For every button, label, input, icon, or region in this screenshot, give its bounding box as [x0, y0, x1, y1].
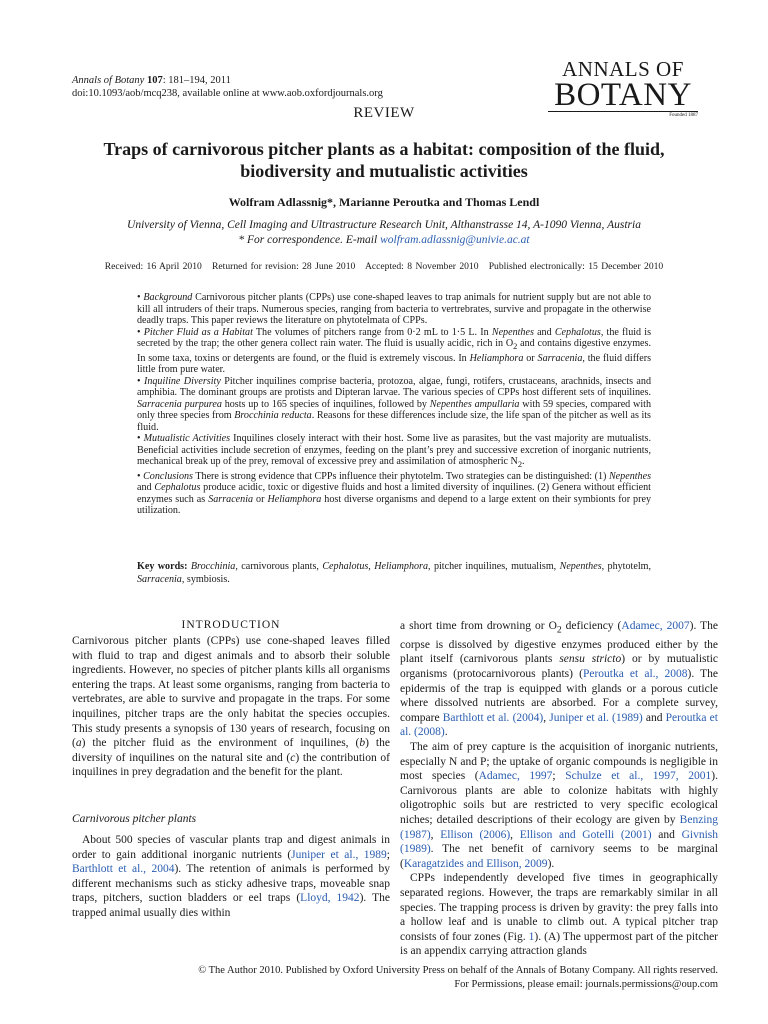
figure-link[interactable]: 1 [528, 930, 535, 943]
text-span: and contains digestive enzymes. In some taxa, toxins or detergents are found, or the fluid is extremely viscous. In [137, 338, 651, 364]
background-label: Background [143, 292, 193, 303]
conclusions-label: Conclusions [143, 470, 193, 482]
taxon-name: Cephalotus [154, 482, 201, 494]
citation-link[interactable]: Ellison (2006) [440, 828, 511, 841]
doi-line: doi:10.1093/aob/mcq238, available online at www.aob.oxfordjournals.org [72, 88, 383, 99]
keywords-label: Key words: [137, 561, 188, 572]
text-span: ). Carnivorous plants are able to colonize habitats with highly oligotrophic soils but are restricted to very specific ecological niches; detailed descriptions of their ecology are given by [400, 770, 718, 827]
text-span: The aim of prey capture is the acquisition of inorganic nutrients, especially N and P; the uptake of organic compounds is negligible in most species ( [400, 741, 718, 783]
citation-link[interactable]: Barthlott et al., 2004 [72, 863, 175, 876]
journal-citation [72, 74, 231, 87]
text-span: , the fluid differs little from pure water. [137, 352, 651, 376]
citation-link[interactable]: Peroutka et al. (2008) [400, 711, 718, 739]
taxon-name: Sarracenia purpurea [137, 398, 222, 410]
text-span: ). The trapped animal usually dies within [72, 892, 390, 919]
text-span: , [368, 561, 375, 572]
left-column-section [72, 833, 390, 921]
affiliation: University of Vienna, Cell Imaging and Ultrastructure Research Unit, Althanstrasse 14, A-1090 Vienna, Austria [127, 219, 641, 231]
correspondence-email-link[interactable]: wolfram.adlassnig@univie.ac.at [380, 234, 530, 246]
publication-dates: Received: 16 April 2010 Returned for revision: 28 June 2010 Accepted: 8 November 2010 Published electronically: 15 December 2010 [104, 261, 664, 272]
text-span: , carnivorous plants, [235, 561, 323, 572]
text-span: ) the pitcher fluid as the environment of inquilines, ( [81, 737, 360, 750]
paragraph [400, 619, 718, 740]
journal-volume: 107 [146, 75, 163, 86]
journal-name: Annals of Botany [72, 75, 145, 86]
text-span: c [290, 751, 296, 764]
citation-link[interactable]: Schulze et al., 1997, 2001 [565, 770, 712, 783]
text-span: deficiency ( [561, 620, 622, 632]
paragraph [400, 740, 718, 871]
text-span: produce acidic, toxic or digestive fluids and host a limited diversity of inquilines. (2) Genera without efficient enzymes such as [137, 482, 651, 505]
citation-link[interactable]: Karagatzides and Ellison, 2009 [403, 857, 548, 870]
left-column-intro [72, 634, 390, 780]
abstract-mutualistic: • Mutualistic Activities Inquilines closely interact with their host. Some live as parasites, but the vast majority are mutualists. Beneficial activities include secretion of enzymes, feeding on the plant’s prey and successive excretion of inorganic nutrients, mechanical break up of the prey, removal of excessive prey and assimilation of atmospheric $N_2$. [137, 433, 651, 470]
logo-line-2: BOTANY [548, 80, 698, 112]
citation-link[interactable]: Adamec, 1997 [478, 770, 553, 783]
permissions-notice: For Permissions, please email: journals.permissions@oup.com [454, 979, 718, 990]
taxon-name: Nepenthes [491, 326, 534, 338]
citation-link[interactable]: Peroutka et al., 2008 [582, 668, 688, 681]
citation-link[interactable]: Benzing (1987) [400, 814, 718, 841]
citation-link[interactable]: Lloyd, 1942 [300, 892, 360, 905]
subscript: 2 [556, 624, 562, 636]
text-span: CPPs independently developed five times in geographically separated regions. However, the traps are remarkably similar in all species. The trapping process is driven by gravity: the prey falls into a hollow leaf and is unable to climb out. A typical pitcher trap consists of four zones (Fig. [400, 872, 718, 943]
citation-link[interactable]: Adamec, 2007 [621, 620, 690, 632]
correspondence [60, 233, 708, 248]
text-span: and [137, 482, 155, 494]
background-text: Carnivorous pitcher plants (CPPs) use cone-shaped leaves to trap animals for nutrient supply but are not able to kill all intruders of their traps. Numerous species, ranging from bacteria to vertrebrates, survive and propagate in the otherwise deadly traps. This paper reviews the literature on phytotelmata of CPPs. [137, 292, 651, 326]
text-span: host diverse organisms and depend to a large extent on their symbionts for prey utilization. [137, 493, 651, 517]
text-span: a [75, 737, 82, 750]
keywords [137, 561, 651, 586]
text-span: ). (A) The uppermost part of the pitcher is an appendix carrying attraction glands [400, 930, 719, 958]
subscript: 2 [513, 342, 518, 352]
text-span: ) or by mutualistic organisms (protocarnivorous plants) ( [400, 653, 719, 681]
citation-link[interactable]: Juniper et al. (1989) [549, 711, 643, 724]
text-span: ; [552, 770, 566, 783]
inquiline-label: Inquiline Diversity [143, 375, 221, 387]
keyword: Cephalotus [322, 561, 369, 572]
text-span: sensu stricto [559, 653, 622, 666]
text-span: Pitcher inquilines comprise bacteria, protozoa, algae, fungi, rotifers, crustaceans, arachnids, insects and amphibia. The dominant groups are protists and Dipteran larvae. The various species of CPPs host different sets of inquilines. [137, 375, 652, 399]
text-span: . Reasons for these differences include size, the life span of the pitcher as well as its fluid. [137, 410, 651, 433]
keyword: Sarracenia [137, 573, 182, 585]
abstract-conclusions: • Conclusions There is strong evidence that CPPs influence their phytotelm. Two strategies can be distinguished: (1) Nepenthes and Cephalotus produce acidic, toxic or digestive fluids and host a limited diversity of inquilines. (2) Genera without efficient enzymes such as Sarracenia or Heliamphora host diverse organisms and depend to a large extent on their symbionts for prey utilization. [137, 470, 651, 517]
text-span: , [430, 828, 441, 841]
text-span: , pitcher inquilines, mutualism, [428, 561, 560, 572]
text-span: or [253, 493, 268, 505]
text-span: a short time from drowning or O [400, 620, 557, 632]
taxon-name: Brocchinia reducta [234, 410, 312, 422]
citation-link[interactable]: Ellison and Gotelli (2001) [519, 828, 652, 841]
paragraph [400, 871, 718, 959]
taxon-name: Heliamphora [469, 352, 524, 364]
text-span: There is strong evidence that CPPs influence their phytotelm. Two strategies can be distinguished: (1) [193, 470, 609, 482]
mutualistic-label: Mutualistic Activities [143, 433, 231, 445]
logo-founded: Founded 1887 [669, 113, 698, 118]
text-span: Carnivorous pitcher plants (CPPs) use cone-shaped leaves filled with fluid to trap and digest animals and to absorb their soluble ingredients. However, no species of pitcher plants kills all organisms entering the traps. At least some organisms, ranging from bacteria to vertebrates, are able to survive and propagate in the traps. For some inquilines, pitcher traps are the only habitat the species occupies. This study presents a synopsis of 130 years of research, focusing on ( [72, 635, 390, 750]
text-span: . [444, 726, 448, 739]
text-span: ). [547, 857, 555, 870]
subsection-heading: Carnivorous pitcher plants [72, 813, 197, 825]
text-span: , symbiosis. [181, 573, 230, 585]
text-span: and [651, 828, 682, 841]
text-span: ; [386, 848, 390, 861]
copyright-notice: © The Author 2010. Published by Oxford University Press on behalf of the Annals of Botany Company. All rights reserved. [198, 965, 718, 976]
citation-link[interactable]: Barthlott et al. (2004) [442, 711, 544, 724]
text-span: and [533, 326, 555, 338]
text-span: hosts up to 165 species of inquilines, followed by [221, 398, 430, 410]
taxon-name: Nepenthes [608, 470, 651, 482]
citation-link[interactable]: Givnish (1989) [400, 828, 718, 856]
intro-paragraph [72, 634, 390, 780]
paper-title: Traps of carnivorous pitcher plants as a habitat: composition of the fluid, biodiversity and mutualistic activities [103, 139, 665, 181]
text-span: About 500 species of vascular plants trap and digest animals in order to gain additional inorganic nutrients ( [72, 834, 390, 861]
text-span: ). The epidermis of the trap is equipped with glands or a porous cuticle where dissolved nutrients are absorbed. For a complete survey, compare [400, 668, 718, 724]
abstract [137, 292, 651, 517]
affiliation-block [60, 218, 708, 248]
correspondence-prefix: * For correspondence. E-mail [238, 234, 381, 246]
fluid-label: Pitcher Fluid as a Habitat [143, 326, 253, 338]
text-span: . [522, 456, 525, 468]
text-span: ) the diversity of inquilines on the natural site and ( [72, 737, 390, 764]
taxon-name: Heliamphora [267, 493, 322, 505]
keyword: Nepenthes [559, 561, 602, 572]
subscript: 2 [517, 460, 523, 470]
paragraph [72, 833, 390, 921]
text-span: with 59 species, compared with only three species from [137, 398, 651, 422]
abstract-inquiline: • Inquiline Diversity Pitcher inquilines comprise bacteria, protozoa, algae, fungi, rotifers, crustaceans, arachnids, insects and amphibia. The dominant groups are protists and Dipteran larvae. The various species of CPPs host different sets of inquilines. Sarracenia purpurea hosts up to 165 species of inquilines, followed by Nepenthes ampullaria with 59 species, compared with only three species from Brocchinia reducta. Reasons for these differences include size, the life span of the pitcher as well as its fluid. [137, 375, 652, 433]
text-span: Inquilines closely interact with their host. Some live as parasites, but the vast majority are mutualists. Beneficial activities include secretion of enzymes, feeding on the plant’s prey and successive excretion of inorganic nutrients, mechanical break up of the prey, removal of excessive prey and assimilation of atmospheric N [137, 433, 651, 468]
logo-line-1: ANNALS OF [562, 57, 684, 81]
text-span: , [510, 828, 520, 841]
text-span: and [642, 711, 666, 724]
authors: Wolfram Adlassnig*, Marianne Peroutka and Thomas Lendl [228, 195, 540, 209]
text-span: , [543, 711, 550, 724]
keyword: Brocchinia [190, 561, 236, 572]
text-span: ). The corpse is dissolved by digestive enzymes produced either by the plant itself (carnivorous plants [400, 620, 718, 666]
abstract-fluid: • Pitcher Fluid as a Habitat The volumes of pitchers range from 0·2 mL to 1·5 L. In Nepenthes and Cephalotus, the fluid is secreted by the trap; the other genera collect rain water. The fluid is usually acidic, rich in $O_2$ and contains digestive enzymes. In some taxa, toxins or detergents are found, or the fluid is extremely viscous. In Heliamphora or Sarracenia, the fluid differs little from pure water. [137, 326, 652, 376]
text-span: ). The retention of animals is performed by different mechanisms such as sticky adhesive traps, moveable snap traps, pitchers, suction bladders or eel traps ( [72, 863, 390, 905]
text-span: The volumes of pitchers range from 0·2 mL to 1·5 L. In [252, 326, 492, 338]
section-label: REVIEW [353, 105, 415, 121]
taxon-name: Sarracenia [208, 493, 254, 505]
journal-pages: : 181–194, 2011 [162, 75, 231, 86]
introduction-heading: INTRODUCTION [181, 619, 281, 631]
abstract-background: • Background Carnivorous pitcher plants (CPPs) use cone-shaped leaves to trap animals for nutrient supply but are not able to kill all intruders of their traps. Numerous species, ranging from bacteria to vertrebrates, survive and propagate in the otherwise deadly traps. This paper reviews the literature on phytotelmata of CPPs. [137, 292, 651, 326]
right-column [400, 619, 718, 959]
text-span: b [359, 737, 366, 750]
text-span: or [523, 352, 538, 364]
taxon-name: Nepenthes ampullaria [429, 398, 520, 410]
taxon-name: Cephalotus [554, 326, 601, 338]
text-span: . The net benefit of carnivory seems to be marginal ( [400, 843, 718, 870]
text-span: , phytotelm, [601, 561, 651, 572]
taxon-name: Sarracenia [537, 352, 583, 364]
keyword: Heliamphora [374, 561, 429, 572]
text-span: ) the contribution of inquilines in prey degradation and the benefit for the plant. [72, 751, 390, 779]
citation-link[interactable]: Juniper et al., 1989 [291, 848, 387, 861]
text-span: , the fluid is secreted by the trap; the other genera collect rain water. The fluid is usually acidic, rich in O [137, 326, 652, 349]
